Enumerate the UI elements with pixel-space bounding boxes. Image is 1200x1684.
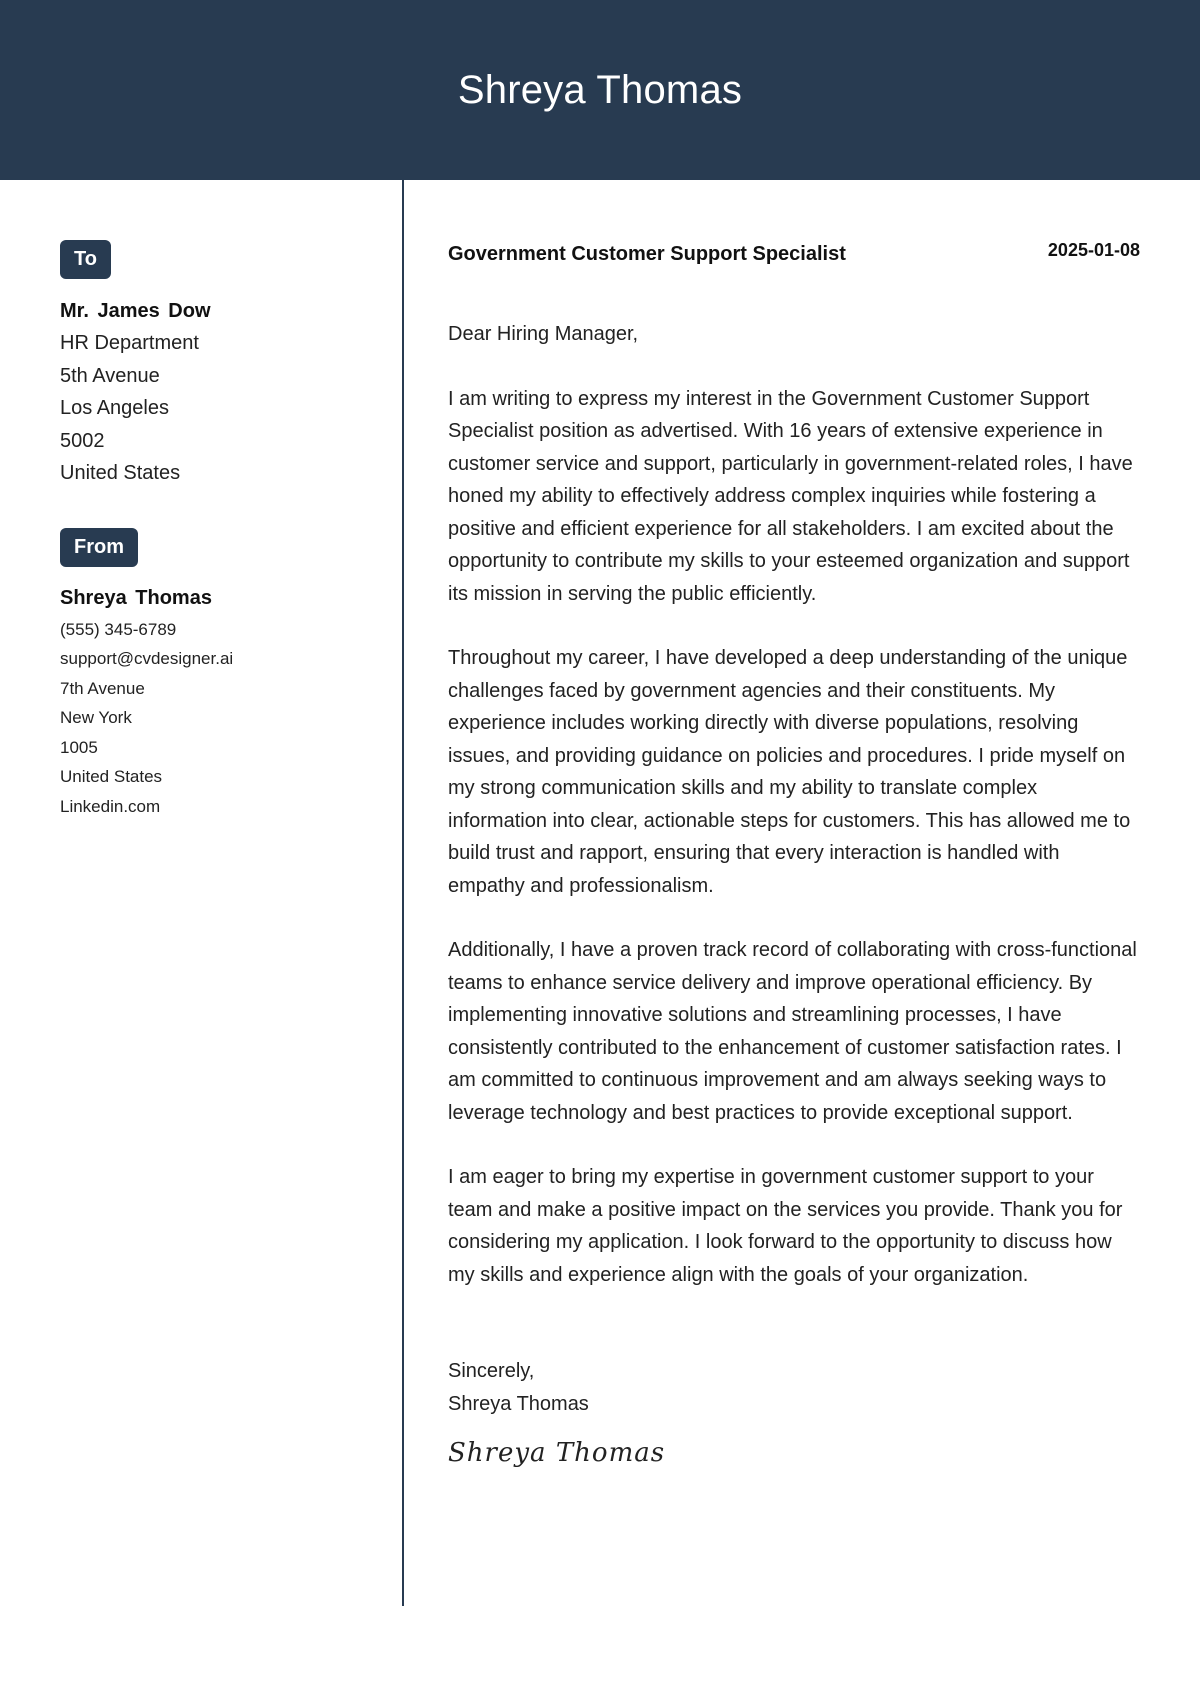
sender-email: support@cvdesigner.ai	[60, 649, 234, 668]
paragraph-1: I am writing to express my interest in the Government Customer Support Specialist position as advertised. With 16 years of extensive experience in customer service and support, particularly in government-related roles, I have honed my ability to effectively address complex inquiries while fostering a positive and efficient experience for all stakeholders. I am excited about the opportunity to contribute my skills to your esteemed organization and support its mission in serving the public efficiently.	[448, 387, 1133, 605]
sender-country: United States	[60, 767, 163, 786]
paragraph-3: Additionally, I have a proven track record of collaborating with cross-functional teams to enhance service delivery and improve operational efficiency. By implementing innovative solutions and streamlining processes, I have consistently contributed to the enhancement of customer satisfaction rates. I am committed to continuous improvement and am always seeking ways to leverage technology and best practices to provide exceptional support.	[448, 939, 1137, 1124]
paragraph-2: Throughout my career, I have developed a deep understanding of the unique challenges faced by government agencies and their constituents. My experience includes working directly with diverse populations, resolving issues, and providing guidance on policies and procedures. I pride myself on my strong communication skills and my ability to translate complex information into clear, actionable steps for customers. This has allowed me to build trust and rapport, ensuring that every interaction is handled with empathy and professionalism.	[448, 647, 1131, 897]
letter-body	[448, 240, 1140, 1468]
recipient-name: Mr. James Dow	[60, 300, 211, 322]
sender-city: New York	[60, 708, 132, 727]
page-title: Shreya Thomas	[457, 67, 743, 112]
letter-date: 2025-01-08	[1047, 240, 1140, 260]
header-banner	[0, 0, 1200, 180]
to-badge: To	[60, 240, 111, 279]
recipient-postal: 5002	[60, 429, 105, 452]
sender-website: Linkedin.com	[60, 796, 161, 816]
sender-name: Shreya Thomas	[60, 586, 212, 609]
closing-phrase: Sincerely,	[448, 1360, 535, 1382]
salutation: Dear Hiring Manager,	[448, 323, 639, 345]
recipient-city: Los Angeles	[60, 397, 169, 419]
sidebar	[60, 240, 380, 821]
closing-name: Shreya Thomas	[448, 1392, 589, 1415]
from-badge: From	[60, 528, 138, 567]
letter-heading	[448, 240, 1140, 280]
job-title: Government Customer Support Specialist	[448, 243, 846, 265]
sender-phone: (555) 345-6789	[60, 619, 177, 639]
sender-postal: 1005	[60, 737, 98, 757]
closing-block	[448, 1355, 1140, 1420]
recipient-department: HR Department	[60, 332, 199, 354]
recipient-street: 5th Avenue	[60, 364, 160, 387]
paragraph-4: I am eager to bring my expertise in government customer support to your team and make a positive impact on the services you provide. Thank you for considering my application. I look forward to the opportunity to discuss how my skills and experience align with the goals of your organization.	[448, 1166, 1123, 1286]
column-divider	[402, 180, 404, 1606]
recipient-country: United States	[60, 462, 181, 484]
sender-street: 7th Avenue	[60, 678, 145, 698]
signature: Shreya Thomas	[448, 1438, 666, 1468]
